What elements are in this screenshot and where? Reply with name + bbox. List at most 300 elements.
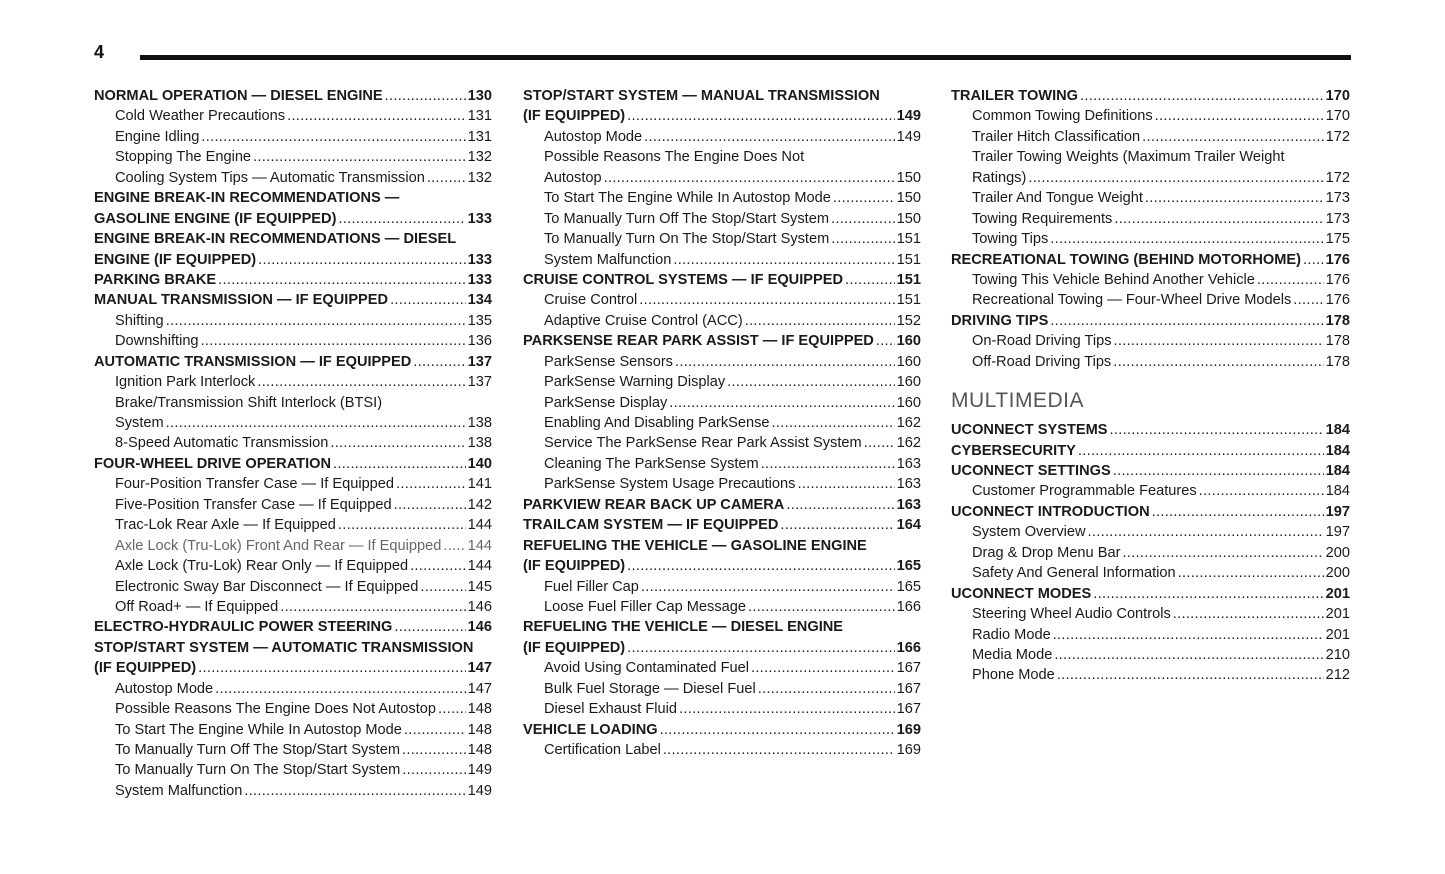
toc-section-entry[interactable] — [951, 441, 1350, 461]
toc-page-number: 133 — [467, 271, 492, 288]
dot-leader — [660, 720, 895, 740]
toc-entry-title: AUTOMATIC TRANSMISSION — IF EQUIPPED — [94, 353, 412, 370]
toc-entry-title: (IF EQUIPPED) — [523, 558, 626, 575]
dot-leader — [438, 699, 466, 719]
toc-entry-title: Diesel Exhaust Fluid — [544, 701, 678, 718]
toc-page-number: 162 — [896, 435, 921, 452]
toc-page-number: 173 — [1325, 210, 1350, 227]
toc-subentry[interactable] — [951, 481, 1350, 501]
toc-page-number: 170 — [1325, 88, 1350, 104]
dot-leader — [639, 290, 894, 310]
toc-section-entry[interactable] — [523, 495, 921, 515]
dot-leader — [679, 699, 895, 719]
toc-section-entry[interactable] — [951, 250, 1350, 270]
toc-page-number: 176 — [1325, 271, 1350, 288]
toc-page-number: 163 — [896, 496, 921, 513]
dot-leader — [1113, 461, 1324, 481]
toc-entry-title: Engine Idling — [115, 128, 200, 145]
toc-entry-title: Off-Road Driving Tips — [972, 353, 1112, 370]
dot-leader — [338, 209, 465, 229]
toc-subentry[interactable] — [951, 331, 1350, 351]
toc-page-number: 176 — [1325, 292, 1350, 309]
toc-subentry[interactable] — [951, 106, 1350, 126]
toc-subentry[interactable] — [94, 495, 492, 515]
toc-section-entry[interactable] — [523, 556, 921, 576]
toc-subentry[interactable] — [523, 352, 921, 372]
toc-subentry[interactable] — [951, 168, 1350, 188]
toc-entry-title: Autostop — [544, 169, 602, 186]
toc-subentry[interactable] — [94, 147, 492, 167]
toc-entry-title: Fuel Filler Cap — [544, 578, 639, 595]
toc-page-number: 152 — [896, 312, 921, 329]
dot-leader — [876, 331, 895, 351]
toc-entry-title: FOUR-WHEEL DRIVE OPERATION — [94, 455, 332, 472]
toc-section-entry[interactable] — [523, 638, 921, 658]
toc-section-entry[interactable] — [951, 502, 1350, 522]
toc-page-number: 137 — [467, 374, 492, 391]
toc-entry-title: TRAILER TOWING — [951, 88, 1079, 104]
toc-entry-title-line[interactable]: ENGINE BREAK-IN RECOMMENDATIONS — DIESEL — [94, 231, 457, 248]
toc-page-number: 137 — [467, 353, 492, 370]
dot-leader — [396, 474, 466, 494]
toc-entry-title: Four-Position Transfer Case — If Equipped — [115, 476, 395, 493]
toc-subentry[interactable] — [94, 679, 492, 699]
toc-entry-title: Downshifting — [115, 333, 199, 350]
toc-subentry[interactable] — [94, 536, 492, 556]
toc-entry-title-line[interactable]: Brake/Transmission Shift Interlock (BTSI) — [115, 394, 383, 411]
toc-entry-title: Shifting — [115, 312, 164, 329]
toc-subentry[interactable] — [523, 229, 921, 249]
dot-leader — [772, 413, 895, 433]
toc-page-number: 166 — [896, 639, 921, 656]
toc-section-entry[interactable] — [94, 290, 492, 310]
toc-subentry[interactable] — [94, 413, 492, 433]
toc-subentry[interactable] — [94, 740, 492, 760]
dot-leader — [166, 311, 466, 331]
toc-entry-title: System Malfunction — [115, 782, 243, 799]
toc-entry-title: Safety And General Information — [972, 565, 1176, 582]
dot-leader — [797, 474, 894, 494]
toc-page-number: 146 — [467, 598, 492, 615]
toc-entry-title: ParkSense Warning Display — [544, 374, 726, 391]
toc-page-number: 160 — [896, 333, 921, 350]
dot-leader — [402, 760, 465, 780]
toc-page-number: 133 — [467, 251, 492, 268]
toc-page-number: 150 — [896, 190, 921, 207]
toc-page-number: 170 — [1325, 108, 1350, 125]
toc-entry-title: ELECTRO-HYDRAULIC POWER STEERING — [94, 619, 393, 636]
toc-subentry[interactable] — [523, 311, 921, 331]
toc-subentry[interactable] — [951, 665, 1350, 685]
toc-subentry[interactable] — [94, 127, 492, 147]
toc-entry-title: Towing Requirements — [972, 210, 1113, 227]
dot-leader — [1293, 290, 1323, 310]
toc-section-entry[interactable] — [523, 331, 921, 351]
toc-entry-title: Trailer Hitch Classification — [972, 128, 1141, 145]
toc-subentry[interactable] — [951, 645, 1350, 665]
toc-entry-title: To Manually Turn Off The Stop/Start System — [115, 742, 400, 758]
toc-section-entry[interactable] — [94, 270, 492, 290]
dot-leader — [244, 781, 465, 801]
toc-subentry[interactable] — [523, 679, 921, 699]
toc-entry-title: UCONNECT SYSTEMS — [951, 422, 1108, 439]
toc-entry-title: Cooling System Tips — Automatic Transmission — [115, 169, 425, 186]
toc-page-number: 212 — [1325, 667, 1350, 684]
toc-entry-title: RECREATIONAL TOWING (BEHIND MOTORHOME) — [951, 251, 1301, 268]
toc-entry-title: Cleaning The ParkSense System — [544, 455, 759, 472]
toc-page-number: 200 — [1325, 544, 1350, 561]
toc-subentry[interactable] — [94, 597, 492, 617]
toc-entry-title: MANUAL TRANSMISSION — IF EQUIPPED — [94, 292, 389, 309]
toc-section-entry[interactable] — [951, 461, 1350, 481]
toc-page-number: 169 — [896, 742, 921, 758]
toc-subentry[interactable] — [951, 352, 1350, 372]
toc-subentry[interactable] — [94, 515, 492, 535]
toc-entry-title: Loose Fuel Filler Cap Message — [544, 598, 746, 615]
dot-leader — [394, 617, 465, 637]
dot-leader — [394, 495, 466, 515]
dot-leader — [745, 311, 895, 331]
toc-subentry[interactable] — [94, 433, 492, 453]
toc-subentry[interactable] — [523, 250, 921, 270]
toc-entry-title: Axle Lock (Tru-Lok) Rear Only — If Equipped — [115, 558, 409, 575]
dot-leader — [1257, 270, 1324, 290]
toc-section-entry[interactable] — [94, 352, 492, 372]
toc-subentry[interactable] — [523, 658, 921, 678]
toc-page-number: 145 — [467, 578, 492, 595]
dot-leader — [758, 679, 895, 699]
toc-entry-title: Off Road+ — If Equipped — [115, 598, 279, 615]
toc-page-number: 148 — [467, 742, 492, 758]
toc-subentry[interactable] — [951, 522, 1350, 542]
toc-section-entry[interactable] — [523, 106, 921, 126]
dot-leader — [604, 168, 895, 188]
dot-leader — [1199, 481, 1324, 501]
toc-page-number: 136 — [467, 333, 492, 350]
toc-entry-title: PARKVIEW REAR BACK UP CAMERA — [523, 496, 785, 513]
toc-subentry[interactable] — [94, 474, 492, 494]
dot-leader — [338, 515, 466, 535]
toc-entry-title: Five-Position Transfer Case — If Equipped — [115, 496, 392, 513]
toc-section-entry[interactable] — [523, 515, 921, 535]
toc-entry-title: Autostop Mode — [544, 128, 643, 145]
toc-entry-title: GASOLINE ENGINE (IF EQUIPPED) — [94, 210, 337, 227]
dot-leader — [786, 495, 894, 515]
dot-leader — [410, 556, 466, 576]
toc-subentry[interactable] — [523, 127, 921, 147]
toc-subentry[interactable] — [951, 209, 1350, 229]
toc-column-3 — [951, 86, 1350, 686]
toc-subentry[interactable] — [94, 168, 492, 188]
toc-subentry[interactable] — [94, 699, 492, 719]
toc-entry-title: ParkSense System Usage Precautions — [544, 476, 796, 493]
toc-entry-title: Trailer And Tongue Weight — [972, 190, 1143, 207]
toc-subentry[interactable] — [94, 311, 492, 331]
toc-page-number: 131 — [467, 128, 492, 145]
toc-page-number: 160 — [896, 374, 921, 391]
dot-leader — [1142, 127, 1323, 147]
toc-subentry[interactable] — [951, 563, 1350, 583]
toc-subentry[interactable] — [951, 270, 1350, 290]
toc-subentry[interactable] — [951, 188, 1350, 208]
toc-page-number: 184 — [1325, 463, 1350, 479]
toc-entry-title: Avoid Using Contaminated Fuel — [544, 660, 749, 677]
dot-leader — [280, 597, 465, 617]
dot-leader — [198, 658, 465, 678]
toc-section-entry[interactable] — [94, 250, 492, 270]
dot-leader — [669, 393, 894, 413]
toc-entry-title: Recreational Towing — Four-Wheel Drive Models — [972, 292, 1292, 309]
toc-section-entry[interactable] — [94, 86, 492, 106]
toc-subentry[interactable] — [94, 760, 492, 780]
dot-leader — [413, 352, 465, 372]
toc-section-entry[interactable] — [951, 86, 1350, 106]
toc-entry-title-line[interactable]: ENGINE BREAK-IN RECOMMENDATIONS — — [94, 190, 400, 207]
toc-subentry[interactable] — [523, 168, 921, 188]
toc-subentry[interactable] — [951, 127, 1350, 147]
toc-subentry[interactable] — [94, 106, 492, 126]
toc-entry-title: Radio Mode — [972, 626, 1051, 643]
toc-page-number: 140 — [467, 455, 492, 472]
toc-entry-title: Electronic Sway Bar Disconnect — If Equipped — [115, 578, 419, 595]
dot-leader — [1110, 420, 1324, 440]
toc-entry-title: CRUISE CONTROL SYSTEMS — IF EQUIPPED — [523, 271, 844, 288]
toc-entry-title: To Start The Engine While In Autostop Mode — [544, 190, 831, 207]
toc-entry-title: To Manually Turn On The Stop/Start System — [544, 231, 830, 248]
toc-entry-title: Certification Label — [544, 742, 661, 758]
dot-leader — [641, 577, 895, 597]
toc-page-number: 160 — [896, 394, 921, 411]
toc-entry-title: Common Towing Definitions — [972, 108, 1153, 125]
dot-leader — [287, 106, 466, 126]
toc-page-number: 130 — [467, 88, 492, 104]
toc-entry-title: To Manually Turn Off The Stop/Start System — [544, 210, 829, 227]
toc-page-number: 160 — [896, 353, 921, 370]
toc-page-number: 150 — [896, 210, 921, 227]
toc-entry-title-line[interactable]: Trailer Towing Weights (Maximum Trailer Weight — [972, 149, 1285, 166]
toc-subentry[interactable] — [523, 474, 921, 494]
toc-subentry[interactable] — [94, 781, 492, 801]
toc-subentry[interactable] — [523, 699, 921, 719]
dot-leader — [420, 577, 465, 597]
toc-entry-title: Towing This Vehicle Behind Another Vehicle — [972, 271, 1255, 288]
dot-leader — [627, 556, 894, 576]
toc-subentry[interactable] — [523, 290, 921, 310]
toc-page-number: 201 — [1325, 626, 1350, 643]
toc-column-2 — [523, 86, 921, 760]
toc-page-number: 149 — [467, 762, 492, 779]
toc-subentry[interactable] — [523, 372, 921, 392]
dot-leader — [333, 454, 466, 474]
dot-leader — [404, 720, 466, 740]
toc-page-number: 150 — [896, 169, 921, 186]
toc-subentry[interactable] — [94, 577, 492, 597]
toc-section-entry[interactable] — [523, 270, 921, 290]
toc-entry-title: 8-Speed Automatic Transmission — [115, 435, 329, 452]
toc-subentry[interactable] — [523, 454, 921, 474]
toc-section-entry[interactable] — [951, 420, 1350, 440]
toc-section-entry[interactable] — [94, 658, 492, 678]
toc-page-number: 141 — [467, 476, 492, 493]
toc-section-entry[interactable] — [94, 454, 492, 474]
dot-leader — [1050, 311, 1323, 331]
dot-leader — [1028, 168, 1323, 188]
toc-entry-title: Customer Programmable Features — [972, 483, 1197, 500]
page-number: 4 — [94, 42, 105, 62]
toc-page-number: 133 — [467, 210, 492, 227]
toc-page-number: 197 — [1325, 524, 1350, 541]
toc-page-number: 147 — [467, 680, 492, 697]
dot-leader — [201, 331, 466, 351]
toc-subentry[interactable] — [951, 543, 1350, 563]
dot-leader — [1155, 106, 1324, 126]
toc-entry-title: VEHICLE LOADING — [523, 721, 658, 738]
toc-page-number: 134 — [467, 292, 492, 309]
toc-entry-title-line[interactable]: REFUELING THE VEHICLE — DIESEL ENGINE — [523, 619, 844, 636]
toc-section-entry[interactable] — [523, 720, 921, 740]
toc-subentry[interactable] — [523, 188, 921, 208]
toc-page-number: 178 — [1325, 312, 1350, 329]
toc-entry-title: Drag & Drop Menu Bar — [972, 544, 1121, 561]
toc-page-number: 146 — [467, 619, 492, 636]
toc-entry-title: Enabling And Disabling ParkSense — [544, 415, 770, 431]
toc-page-number: 142 — [467, 496, 492, 513]
toc-subentry[interactable] — [523, 413, 921, 433]
toc-page-number: 164 — [896, 517, 921, 534]
dot-leader — [833, 188, 895, 208]
toc-subentry[interactable] — [523, 740, 921, 760]
toc-subentry[interactable] — [94, 720, 492, 740]
toc-page-number: 197 — [1325, 503, 1350, 520]
toc-column-1 — [94, 86, 492, 801]
dot-leader — [1078, 441, 1324, 461]
dot-leader — [166, 413, 466, 433]
toc-subentry[interactable] — [951, 625, 1350, 645]
toc-section-entry[interactable] — [94, 617, 492, 637]
toc-subentry[interactable] — [94, 556, 492, 576]
toc-subentry[interactable] — [951, 290, 1350, 310]
dot-leader — [663, 740, 895, 760]
dot-leader — [1178, 563, 1324, 583]
dot-leader — [1114, 209, 1323, 229]
toc-page-number: 144 — [467, 537, 492, 554]
toc-entry-title: (IF EQUIPPED) — [94, 660, 197, 677]
toc-page-number: 151 — [896, 251, 921, 268]
toc-entry-title: UCONNECT INTRODUCTION — [951, 503, 1150, 520]
toc-page-number: 162 — [896, 415, 921, 431]
toc-entry-title: Steering Wheel Audio Controls — [972, 606, 1171, 623]
dot-leader — [215, 679, 465, 699]
dot-leader — [1057, 665, 1324, 685]
toc-page-number: 132 — [467, 149, 492, 166]
toc-subentry[interactable] — [523, 577, 921, 597]
toc-page-number: 167 — [896, 680, 921, 697]
dot-leader — [1053, 625, 1324, 645]
toc-entry-title: Ignition Park Interlock — [115, 374, 256, 391]
dot-leader — [673, 250, 894, 270]
toc-page-number: 201 — [1325, 585, 1350, 602]
toc-entry-title: UCONNECT SETTINGS — [951, 463, 1111, 479]
dot-leader — [1152, 502, 1324, 522]
toc-page-number: 167 — [896, 701, 921, 718]
toc-subentry[interactable] — [951, 604, 1350, 624]
toc-entry-title: ParkSense Sensors — [544, 353, 673, 370]
toc-section-entry[interactable] — [951, 311, 1350, 331]
dot-leader — [748, 597, 895, 617]
toc-subentry[interactable] — [523, 209, 921, 229]
toc-subentry[interactable] — [523, 393, 921, 413]
toc-page-number: 163 — [896, 476, 921, 493]
toc-entry-title-line[interactable]: STOP/START SYSTEM — AUTOMATIC TRANSMISSION — [94, 639, 474, 656]
toc-entry-title: Towing Tips — [972, 231, 1049, 248]
toc-entry-title: Media Mode — [972, 646, 1053, 663]
toc-page-number: 138 — [467, 435, 492, 452]
dot-leader — [257, 372, 465, 392]
toc-page-number: 172 — [1325, 169, 1350, 186]
dot-leader — [1114, 331, 1324, 351]
dot-leader — [385, 86, 466, 106]
toc-subentry[interactable] — [523, 433, 921, 453]
dot-leader — [1093, 584, 1323, 604]
toc-subentry[interactable] — [951, 229, 1350, 249]
toc-entry-title-line[interactable]: STOP/START SYSTEM — MANUAL TRANSMISSION — [523, 88, 880, 104]
toc-page-number: 151 — [896, 292, 921, 309]
toc-subentry[interactable] — [523, 597, 921, 617]
dot-leader — [727, 372, 894, 392]
toc-subentry[interactable] — [94, 331, 492, 351]
toc-page-number: 135 — [467, 312, 492, 329]
toc-page-number: 175 — [1325, 231, 1350, 248]
dot-leader — [1088, 522, 1324, 542]
toc-entry-title: Autostop Mode — [115, 680, 214, 697]
toc-entry-title-line[interactable]: REFUELING THE VEHICLE — GASOLINE ENGINE — [523, 537, 867, 554]
toc-subentry[interactable] — [94, 372, 492, 392]
header-rule — [140, 55, 1351, 60]
dot-leader — [201, 127, 465, 147]
dot-leader — [443, 536, 465, 556]
toc-entry-title: CYBERSECURITY — [951, 442, 1076, 459]
toc-page-number: 172 — [1325, 128, 1350, 145]
toc-page-number: 151 — [896, 271, 921, 288]
toc-page-number: 149 — [896, 128, 921, 145]
toc-entry-title: Adaptive Cruise Control (ACC) — [544, 312, 743, 329]
toc-entry-title: (IF EQUIPPED) — [523, 108, 626, 125]
dot-leader — [627, 638, 894, 658]
toc-entry-title: Cruise Control — [544, 292, 638, 309]
toc-page-number: 165 — [896, 578, 921, 595]
toc-entry-title-line[interactable]: Possible Reasons The Engine Does Not — [544, 149, 805, 166]
dot-leader — [330, 433, 465, 453]
toc-entry-title: On-Road Driving Tips — [972, 333, 1112, 350]
dot-leader — [1054, 645, 1323, 665]
toc-section-entry[interactable] — [951, 584, 1350, 604]
toc-page-number: 165 — [896, 558, 921, 575]
toc-entry-title: (IF EQUIPPED) — [523, 639, 626, 656]
toc-page-number: 149 — [896, 108, 921, 125]
dot-leader — [675, 352, 895, 372]
toc-entry-title: TRAILCAM SYSTEM — IF EQUIPPED — [523, 517, 779, 534]
toc-entry-title: UCONNECT MODES — [951, 585, 1092, 602]
toc-page-number: 176 — [1325, 251, 1350, 268]
toc-entry-title: PARKSENSE REAR PARK ASSIST — IF EQUIPPED — [523, 333, 874, 350]
dot-leader — [627, 106, 894, 126]
toc-section-entry[interactable] — [94, 209, 492, 229]
toc-entry-title: NORMAL OPERATION — DIESEL ENGINE — [94, 88, 383, 104]
toc-page-number: 184 — [1325, 442, 1350, 459]
toc-page-number: 132 — [467, 169, 492, 186]
toc-entry-title: Axle Lock (Tru-Lok) Front And Rear — If Equipped — [115, 537, 442, 554]
dot-leader — [1122, 543, 1323, 563]
